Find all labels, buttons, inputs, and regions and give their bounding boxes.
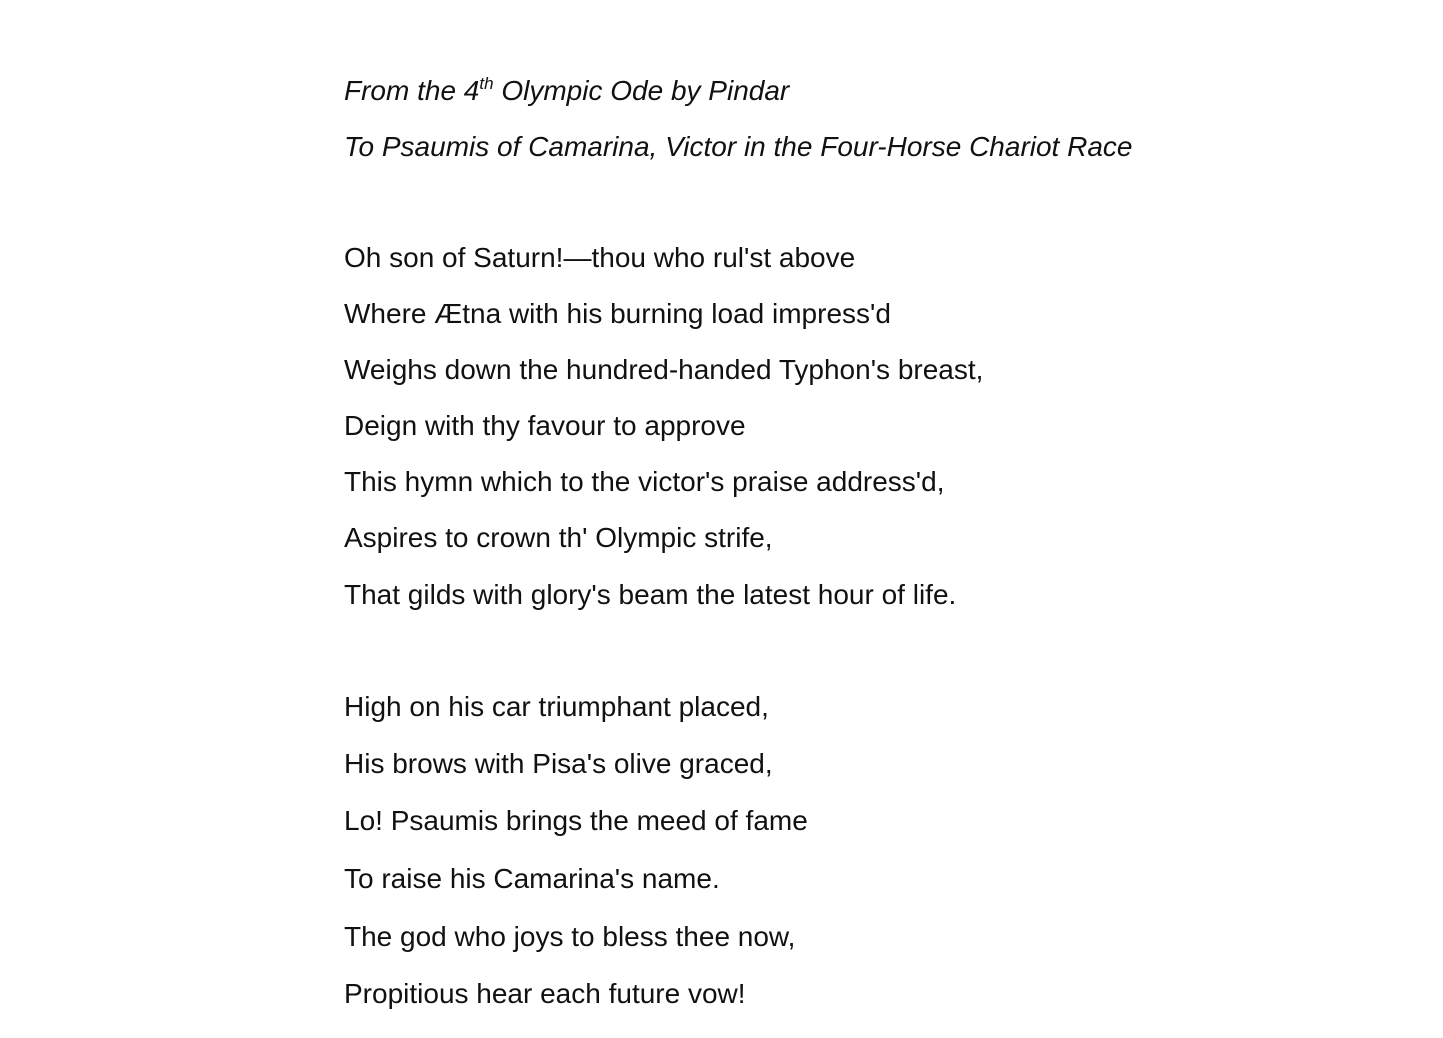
poem-line: His brows with Pisa's olive graced, [344, 748, 773, 779]
poem-line: Propitious hear each future vow! [344, 978, 746, 1009]
poem-line: This hymn which to the victor's praise address'd, [344, 466, 945, 497]
poem-line: To raise his Camarina's name. [344, 863, 720, 894]
poem-line: The god who joys to bless thee now, [344, 921, 796, 952]
heading-ordinal-suffix: th [479, 74, 494, 93]
poem-line: Oh son of Saturn!—thou who rul'st above [344, 242, 856, 273]
heading-line-1-end: Olympic Ode by Pindar [493, 75, 790, 106]
heading-line-2: To Psaumis of Camarina, Victor in the Four-Horse Chariot Race [344, 131, 1133, 162]
poem-line: Deign with thy favour to approve [344, 410, 746, 441]
poem-line: High on his car triumphant placed, [344, 691, 769, 722]
heading-line-1 [344, 74, 789, 112]
poem-line: That gilds with glory's beam the latest hour of life. [344, 579, 957, 610]
poem-line: Lo! Psaumis brings the meed of fame [344, 805, 808, 836]
poem-line: Where Ætna with his burning load impress'd [344, 298, 891, 329]
poem-line: Weighs down the hundred-handed Typhon's breast, [344, 354, 984, 385]
heading-line-1-start: From the 4 [344, 75, 480, 106]
poem-line: Aspires to crown th' Olympic strife, [344, 522, 773, 553]
